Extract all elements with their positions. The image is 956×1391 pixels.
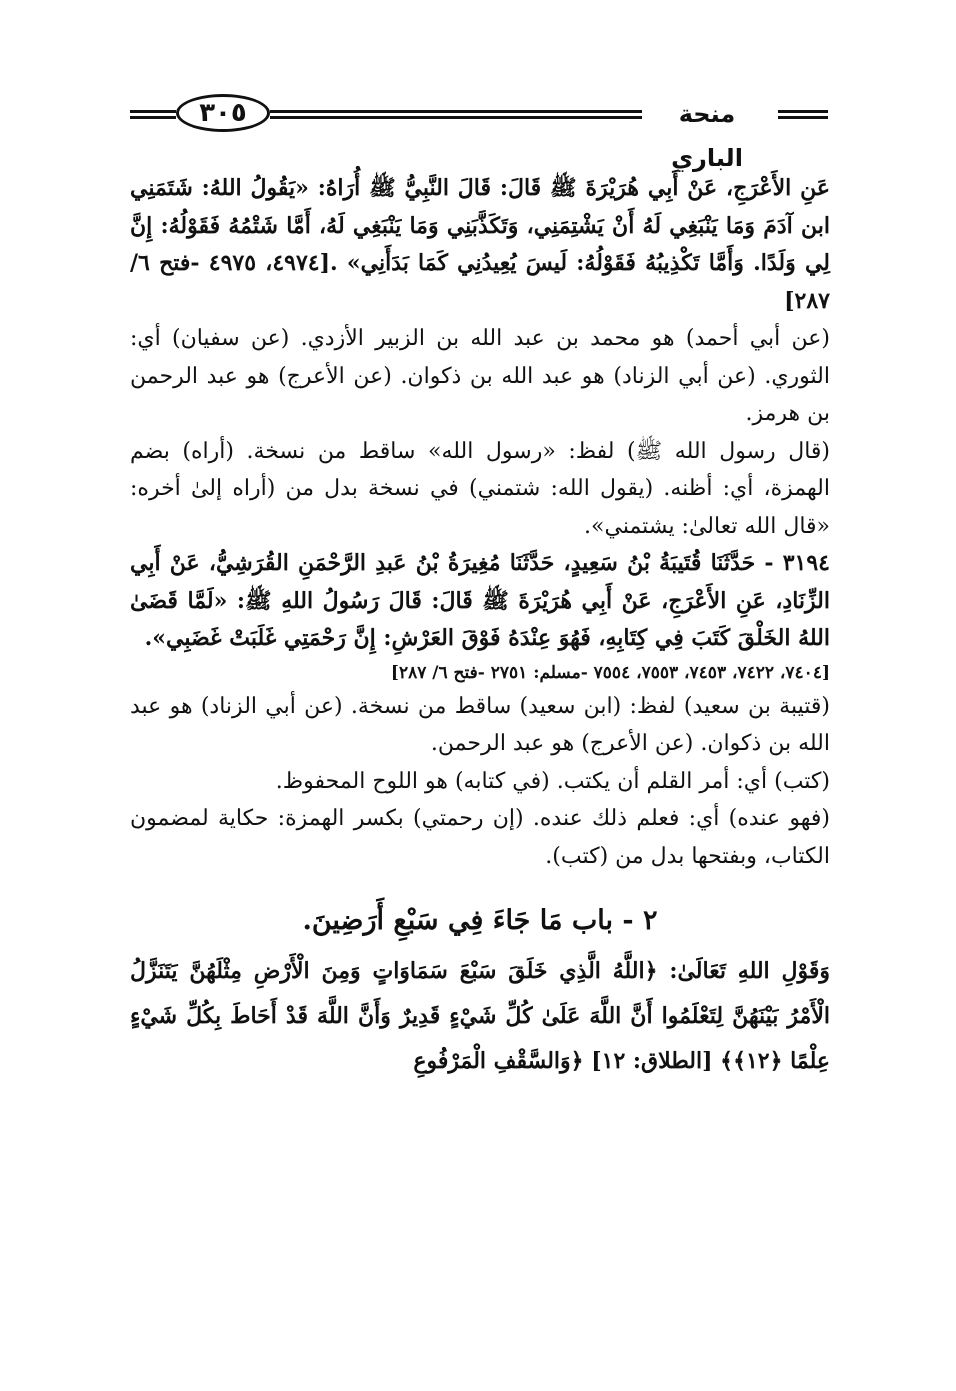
commentary-paragraph: (فهو عنده) أي: فعلم ذلك عنده. (إن رحمتي) بكسر الهمزة: حكاية لمضمون الكتاب، وبفتحها بدل من (كتب). — [130, 806, 830, 869]
page-number: ٣٠٥ — [176, 94, 270, 132]
commentary-paragraph: (قال رسول الله ﷺ) لفظ: «رسول الله» ساقط من نسخة. (أراه) بضم الهمزة، أي: أظنه. (يقول الله: شتمني) في نسخة بدل من (أراه إلىٰ أخره: «قال الله تعالىٰ: يشتمني». — [130, 438, 830, 539]
commentary-paragraph: (قتيبة بن سعيد) لفظ: (ابن سعيد) ساقط من نسخة. (عن أبي الزناد) هو عبد الله بن ذكوان. (عن الأعرج) هو عبد الرحمن. — [130, 693, 830, 756]
hadith-reference: [٧٤٠٤، ٧٤٢٢، ٧٤٥٣، ٧٥٥٣، ٧٥٥٤ -مسلم: ٢٧٥١ -فتح ٦/ ٢٨٧] — [390, 662, 830, 683]
header-rule — [778, 116, 828, 119]
page-body — [130, 170, 830, 1084]
header-rule — [270, 110, 642, 113]
chapter-title: ٢ - باب مَا جَاءَ فِي سَبْعِ أَرَضِينَ. — [302, 905, 658, 936]
hadith-text: ٣١٩٤ - حَدَّثَنَا قُتَيبَةُ بْنُ سَعِيدٍ، حَدَّثَنَا مُغِيرَةُ بْنُ عَبدِ الرَّحْمَنِ القُرَشِيُّ، عَنْ أَبِي الزِّنَادِ، عَنِ الأَعْرَجِ، عَنْ أَبِي هُرَيْرَةَ ﷺ قَالَ: قَالَ رَسُولُ اللهِ ﷺ: «لَمَّا قَضَىٰ اللهُ الخَلْقَ كَتَبَ فِي كِتَابِهِ، فَهُوَ عِنْدَهُ فَوْقَ العَرْشِ: إِنَّ رَحْمَتِي غَلَبَتْ غَضَبِي». — [130, 550, 830, 651]
commentary-paragraph: (كتب) أي: أمر القلم أن يكتب. (في كتابه) هو اللوح المحفوظ. — [275, 768, 830, 794]
header-rule — [270, 116, 642, 119]
book-title: منحة الباري — [671, 100, 743, 172]
quran-verse: وَقَوْلِ اللهِ تَعَالَىٰ: ﴿اللَّهُ الَّذِي خَلَقَ سَبْعَ سَمَاوَاتٍ وَمِنَ الْأَرْضِ مِثْلَهُنَّ يَتَنَزَّلُ الْأَمْرُ بَيْنَهُنَّ لِتَعْلَمُوا أَنَّ اللَّهَ عَلَىٰ كُلِّ شَيْءٍ قَدِيرٌ وَأَنَّ اللَّهَ قَدْ أَحَاطَ بِكُلِّ شَيْءٍ عِلْمًا ﴿١٢﴾﴾ [الطلاق: ١٢] ﴿وَالسَّقْفِ الْمَرْفُوعِ — [130, 958, 830, 1074]
header-rule — [130, 116, 176, 119]
page-header — [130, 92, 828, 172]
hadith-text: عَنِ الأَعْرَجِ، عَنْ أَبِي هُرَيْرَةَ ﷺ قَالَ: قَالَ النَّبِيُّ ﷺ أُرَاهُ: «يَقُولُ اللهُ: شَتَمَنِي ابن آدَمَ وَمَا يَنْبَغِي لَهُ أَنْ يَشْتِمَنِي، وَتَكَذَّبَنِي وَمَا يَنْبَغِي لَهُ، أَمَّا شَتْمُهُ فَقَوْلُهُ: إِنَّ لِي وَلَدًا. وَأَمَّا تَكْذِيبُهُ فَقَوْلُهُ: لَيسَ يُعِيدُنِي كَمَا بَدَأَنِي» .[٤٩٧٤، ٤٩٧٥ -فتح ٦/ ٢٨٧] — [130, 175, 830, 314]
commentary-paragraph: (عن أبي أحمد) هو محمد بن عبد الله بن الزبير الأزدي. (عن سفيان) أي: الثوري. (عن أبي الزناد) هو عبد الله بن ذكوان. (عن الأعرج) هو عبد الرحمن بن هرمز. — [130, 326, 830, 426]
header-rule — [778, 110, 828, 113]
header-rule — [130, 110, 176, 113]
